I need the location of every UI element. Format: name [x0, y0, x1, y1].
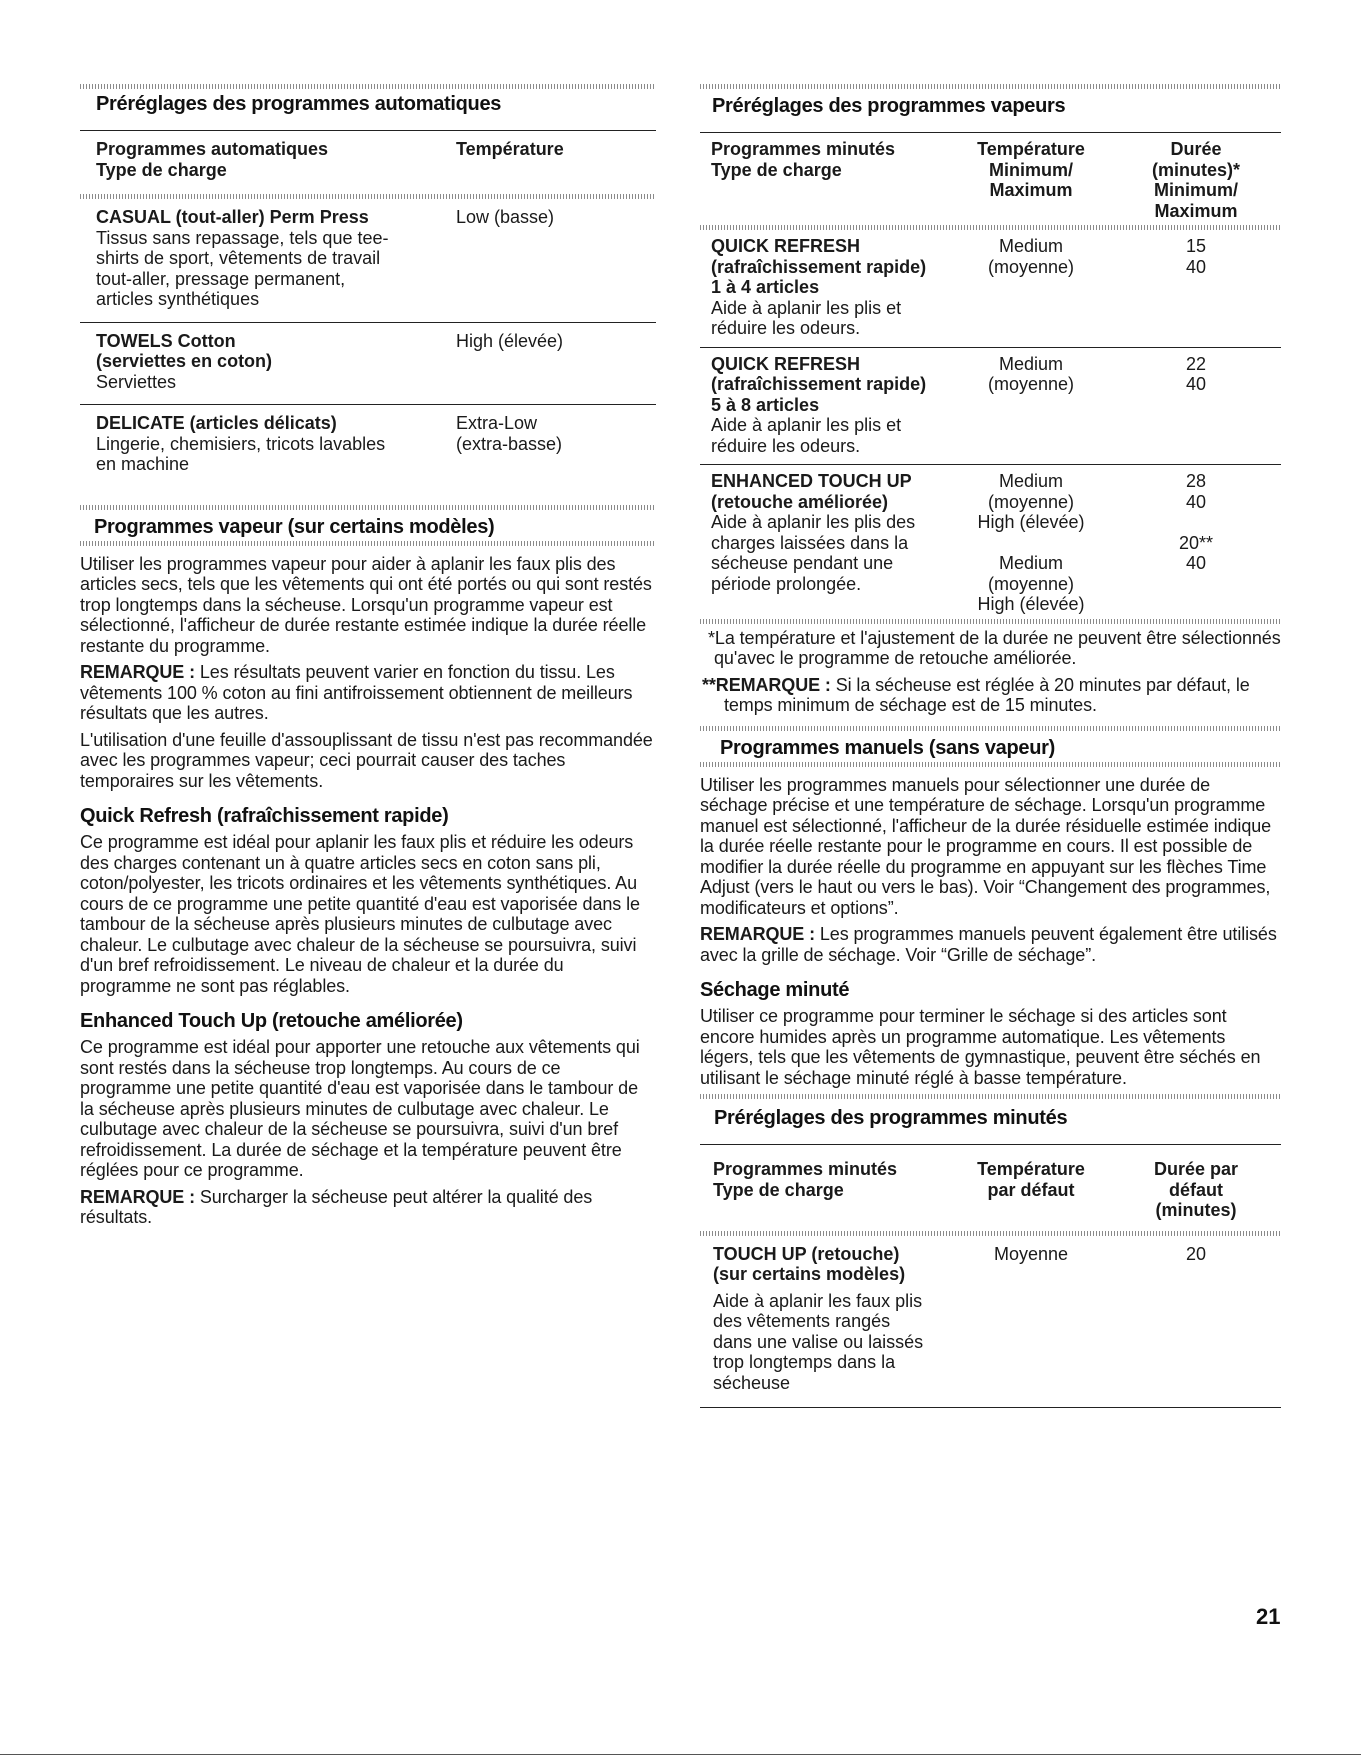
program-description — [711, 512, 951, 594]
header-duration-minutes: (minutes)* — [1151, 159, 1240, 180]
text-line: (serviettes en coton) — [96, 351, 273, 371]
steam-presets-rows — [700, 236, 1281, 615]
text-line: Low (basse) — [456, 207, 555, 227]
header-duration-max: Maximum — [1154, 200, 1238, 221]
note-text: Si la sécheuse est réglée à 20 minutes par défaut, le temps minimum de séchage est de 15 minutes. — [724, 674, 1250, 715]
text-line: charges laissées dans la — [711, 532, 909, 553]
temperature-value — [456, 207, 554, 310]
text-line: 40 — [1185, 374, 1207, 394]
program-name — [711, 354, 951, 416]
header-duration-default: défaut — [1169, 1179, 1223, 1200]
left-column — [80, 84, 656, 1234]
note-paragraph — [80, 662, 656, 724]
text-line: Lingerie, chemisiers, tricots lavables — [96, 433, 386, 454]
divider — [80, 541, 656, 546]
text-line: sécheuse pendant une — [711, 553, 894, 573]
text-line: trop longtemps dans la — [713, 1352, 896, 1372]
temperature-value: Moyenne — [993, 1243, 1069, 1264]
header-temperature-min: Minimum/ — [989, 159, 1073, 180]
steam-programs-body — [80, 554, 656, 792]
header-temperature: Température — [977, 139, 1085, 159]
paragraph: Utiliser les programmes vapeur pour aider à aplanir les faux plis des articles secs, tels que les vêtements qui ont été portés ou qui sont restés trop longtemps dans la sécheuse. Lorsqu'un programme vapeur est sélectionné, l'afficheur de durée restante estimée indique la durée réelle restante du programme. — [80, 553, 652, 656]
text-line: High (élevée) — [456, 330, 564, 351]
divider — [700, 762, 1281, 767]
program-name — [96, 413, 456, 434]
header-temperature-max: Maximum — [989, 180, 1073, 200]
header-programs: Programmes minutés — [713, 1159, 898, 1179]
header-duration: Durée — [1170, 139, 1222, 159]
text-line — [951, 533, 1111, 554]
paragraph: L'utilisation d'une feuille d'assouplissant de tissu n'est pas recommandée avec les programmes vapeur; ceci pourrait causer des taches temporaires sur les vêtements. — [80, 729, 653, 791]
table-row — [80, 207, 656, 310]
divider — [700, 132, 1281, 133]
text-line: des vêtements rangés — [713, 1311, 891, 1331]
text-line: réduire les odeurs. — [711, 318, 861, 338]
text-line: (rafraîchissement rapide) — [711, 374, 927, 394]
text-line: High (élevée) — [977, 594, 1085, 614]
paragraph: Utiliser ce programme pour terminer le séchage si des articles sont encore humides après un programme automatique. Les vêtements légers, tels que les vêtements de gymnastique, peuvent être séchés en utilisant le séchage minuté réglé à basse température. — [700, 1006, 1261, 1088]
divider — [80, 505, 656, 510]
note-text: Les programmes manuels peuvent également être utilisés avec la grille de séchage. Voir “Grille de séchage”. — [700, 924, 1277, 965]
text-line: TOWELS Cotton — [96, 330, 236, 351]
text-line: 1 à 4 articles — [711, 277, 820, 297]
divider — [700, 84, 1281, 89]
text-line: (retouche améliorée) — [711, 491, 889, 512]
text-line: ENHANCED TOUCH UP — [711, 471, 912, 491]
divider — [700, 1094, 1281, 1099]
text-line: CASUAL (tout-aller) Perm Press — [96, 207, 369, 227]
divider — [80, 194, 656, 199]
paragraph: Ce programme est idéal pour apporter une retouche aux vêtements qui sont restés dans la sécheuse trop longtemps. Au cours de ce programme une petite quantité d'eau est vaporisée dans le tambour de la sécheuse après plusieurs minutes de culbutage avec chaleur. Le culbutage avec chaleur de la sécheuse se poursuivra, suivi d'un bref refroidissement. La durée de séchage et la température peuvent être réglées pour ce programme. — [80, 1037, 640, 1180]
text-line: (rafraîchissement rapide) — [711, 256, 927, 277]
steam-programs-title: Programmes vapeur (sur certains modèles) — [94, 515, 495, 538]
quick-refresh-title: Quick Refresh (rafraîchissement rapide) — [80, 805, 449, 827]
text-line: 28 — [1185, 471, 1207, 491]
text-line: Medium — [998, 553, 1064, 573]
paragraph: Ce programme est idéal pour aplanir les faux plis et réduire les odeurs des charges contenant un à quatre articles secs en coton sans pli, coton/polyester, les tricots ordinaires et les vêtements synthétiques. Au cours de ce programme une petite quantité d'eau est vaporisée dans le tambour de la sécheuse après plusieurs minutes de culbutage avec chaleur. Le culbutage avec chaleur de la sécheuse se poursuivra, suivi d'un bref refroidissement. Le niveau de chaleur et la durée du programme ne sont pas réglables. — [80, 832, 640, 996]
text-line: Aide à aplanir les plis et — [711, 415, 902, 435]
note-label: REMARQUE : — [700, 924, 815, 944]
text-line: tout-aller, pressage permanent, — [96, 268, 346, 289]
steam-presets-header — [700, 139, 1281, 221]
note-label: REMARQUE : — [80, 662, 195, 682]
text-line: 20** — [1178, 532, 1214, 553]
text-line: shirts de sport, vêtements de travail — [96, 248, 381, 268]
text-line: Aide à aplanir les plis des — [711, 512, 916, 532]
right-column — [700, 84, 1281, 1408]
table-row — [700, 471, 1281, 615]
divider — [700, 464, 1281, 465]
text-line: Extra-Low — [456, 413, 538, 433]
text-line: QUICK REFRESH — [711, 353, 861, 374]
program-description — [96, 434, 456, 475]
text-line: période prolongée. — [711, 573, 862, 594]
program-description — [713, 1291, 951, 1394]
timed-presets-title: Préréglages des programmes minutés — [714, 1107, 1068, 1129]
auto-presets-table — [80, 139, 656, 180]
divider — [700, 1407, 1281, 1408]
note-paragraph — [700, 924, 1281, 965]
text-line: (sur certains modèles) — [713, 1264, 906, 1284]
text-line: (moyenne) — [987, 256, 1075, 277]
note-paragraph — [80, 1187, 656, 1228]
header-temperature-default: par défaut — [987, 1179, 1075, 1200]
page-number: 21 — [1256, 1604, 1281, 1629]
header-temperature: Température — [977, 1159, 1085, 1179]
header-duration: Durée par — [1153, 1159, 1239, 1179]
temperature-value — [456, 331, 563, 393]
divider — [80, 84, 656, 89]
footnote: *La température et l'ajustement de la durée ne peuvent être sélectionnés qu'avec le programme de retouche améliorée. — [708, 627, 1281, 668]
text-line: High (élevée) — [977, 512, 1085, 532]
text-line: Aide à aplanir les plis et — [711, 297, 902, 318]
table-header — [96, 139, 656, 180]
text-line: 40 — [1185, 491, 1207, 512]
divider — [700, 1144, 1281, 1145]
text-line: (moyenne) — [987, 374, 1075, 394]
divider — [700, 347, 1281, 348]
temperature-value — [951, 471, 1111, 615]
text-line: TOUCH UP (retouche) — [713, 1243, 900, 1264]
text-line: QUICK REFRESH — [711, 236, 861, 256]
note-label: **REMARQUE : — [702, 674, 831, 695]
temperature-value — [951, 236, 1111, 339]
note-text: Les résultats peuvent varier en fonction du tissu. Les vêtements 100 % coton au fini antifroissement obtiennent de meilleurs résultats que les autres. — [80, 662, 633, 723]
enhanced-touch-up-title: Enhanced Touch Up (retouche améliorée) — [80, 1010, 463, 1032]
table-row — [80, 331, 656, 393]
text-line: 15 — [1185, 236, 1207, 256]
program-description — [96, 372, 456, 393]
header-programs: Programmes minutés — [711, 139, 896, 159]
divider — [700, 726, 1281, 731]
divider — [700, 225, 1281, 230]
text-line: 40 — [1185, 256, 1207, 277]
auto-presets-rows — [80, 207, 656, 475]
text-line: Medium — [998, 353, 1064, 374]
footnote — [702, 675, 1281, 716]
duration-value — [1111, 471, 1281, 615]
header-duration-minutes: (minutes) — [1155, 1200, 1237, 1220]
paragraph: Utiliser les programmes manuels pour sélectionner une durée de séchage précise et une température de séchage. Lorsqu'un programme manuel est sélectionné, l'afficheur de la durée résiduelle estimée indique la durée réelle restante pour le programme en cours. Il est possible de modifier la durée réelle du programme en appuyant sur les flèches Time Adjust (vers le haut ou vers le bas). Voir “Changement des programmes, modificateurs et options”. — [700, 774, 1272, 918]
text-line: 40 — [1185, 553, 1207, 573]
auto-presets-title: Préréglages des programmes automatiques — [96, 93, 502, 115]
table-row — [700, 1244, 1281, 1394]
text-line: DELICATE (articles délicats) — [96, 413, 337, 433]
divider — [700, 619, 1281, 624]
divider — [80, 322, 656, 323]
text-line: dans une valise ou laissés — [713, 1331, 924, 1352]
text-line: sécheuse — [713, 1372, 791, 1393]
duration-value — [1111, 236, 1281, 339]
header-load-type: Type de charge — [711, 159, 842, 180]
text-line: Medium — [998, 471, 1064, 491]
text-line: réduire les odeurs. — [711, 435, 861, 456]
divider — [700, 1231, 1281, 1236]
text-line: (moyenne) — [987, 491, 1075, 512]
header-load-type: Type de charge — [713, 1179, 844, 1200]
program-name — [713, 1244, 951, 1285]
header-temperature: Température — [456, 139, 564, 159]
header-programs: Programmes automatiques — [96, 139, 329, 159]
text-line — [1111, 512, 1281, 533]
table-row — [80, 413, 656, 475]
temperature-value — [456, 413, 562, 475]
text-line: 22 — [1185, 353, 1207, 374]
manual-programs-title: Programmes manuels (sans vapeur) — [720, 736, 1055, 759]
text-line: 5 à 8 articles — [711, 394, 820, 415]
text-line: Serviettes — [96, 371, 177, 392]
text-line: articles synthétiques — [96, 289, 260, 309]
divider — [80, 130, 656, 131]
timed-presets-header — [700, 1159, 1281, 1221]
note-label: REMARQUE : — [80, 1186, 195, 1207]
duration-value — [1111, 354, 1281, 457]
steam-presets-title: Préréglages des programmes vapeurs — [712, 95, 1066, 117]
program-name — [96, 207, 456, 228]
text-line: Medium — [998, 236, 1064, 256]
program-description — [711, 415, 951, 456]
table-row — [700, 354, 1281, 457]
program-description — [711, 298, 951, 339]
program-name — [711, 236, 951, 298]
temperature-value — [951, 354, 1111, 457]
bottom-border — [0, 1754, 1361, 1755]
manual-programs-body — [700, 775, 1281, 966]
timed-dry-title: Séchage minuté — [700, 979, 850, 1001]
text-line: en machine — [96, 454, 190, 474]
divider — [80, 404, 656, 405]
text-line: (moyenne) — [987, 573, 1075, 594]
text-line: Tissus sans repassage, tels que tee- — [96, 227, 389, 248]
text-line: Aide à aplanir les faux plis — [713, 1290, 923, 1311]
steam-presets-footnotes — [700, 628, 1281, 716]
header-load-type: Type de charge — [96, 159, 227, 180]
table-row — [700, 236, 1281, 339]
program-name — [711, 471, 951, 512]
program-name — [96, 331, 456, 372]
text-line: (extra-basse) — [456, 433, 563, 454]
note-text: Surcharger la sécheuse peut altérer la qualité des résultats. — [80, 1186, 593, 1227]
duration-value: 20 — [1185, 1243, 1207, 1264]
program-description — [96, 228, 456, 310]
header-duration-min: Minimum/ — [1154, 180, 1238, 200]
